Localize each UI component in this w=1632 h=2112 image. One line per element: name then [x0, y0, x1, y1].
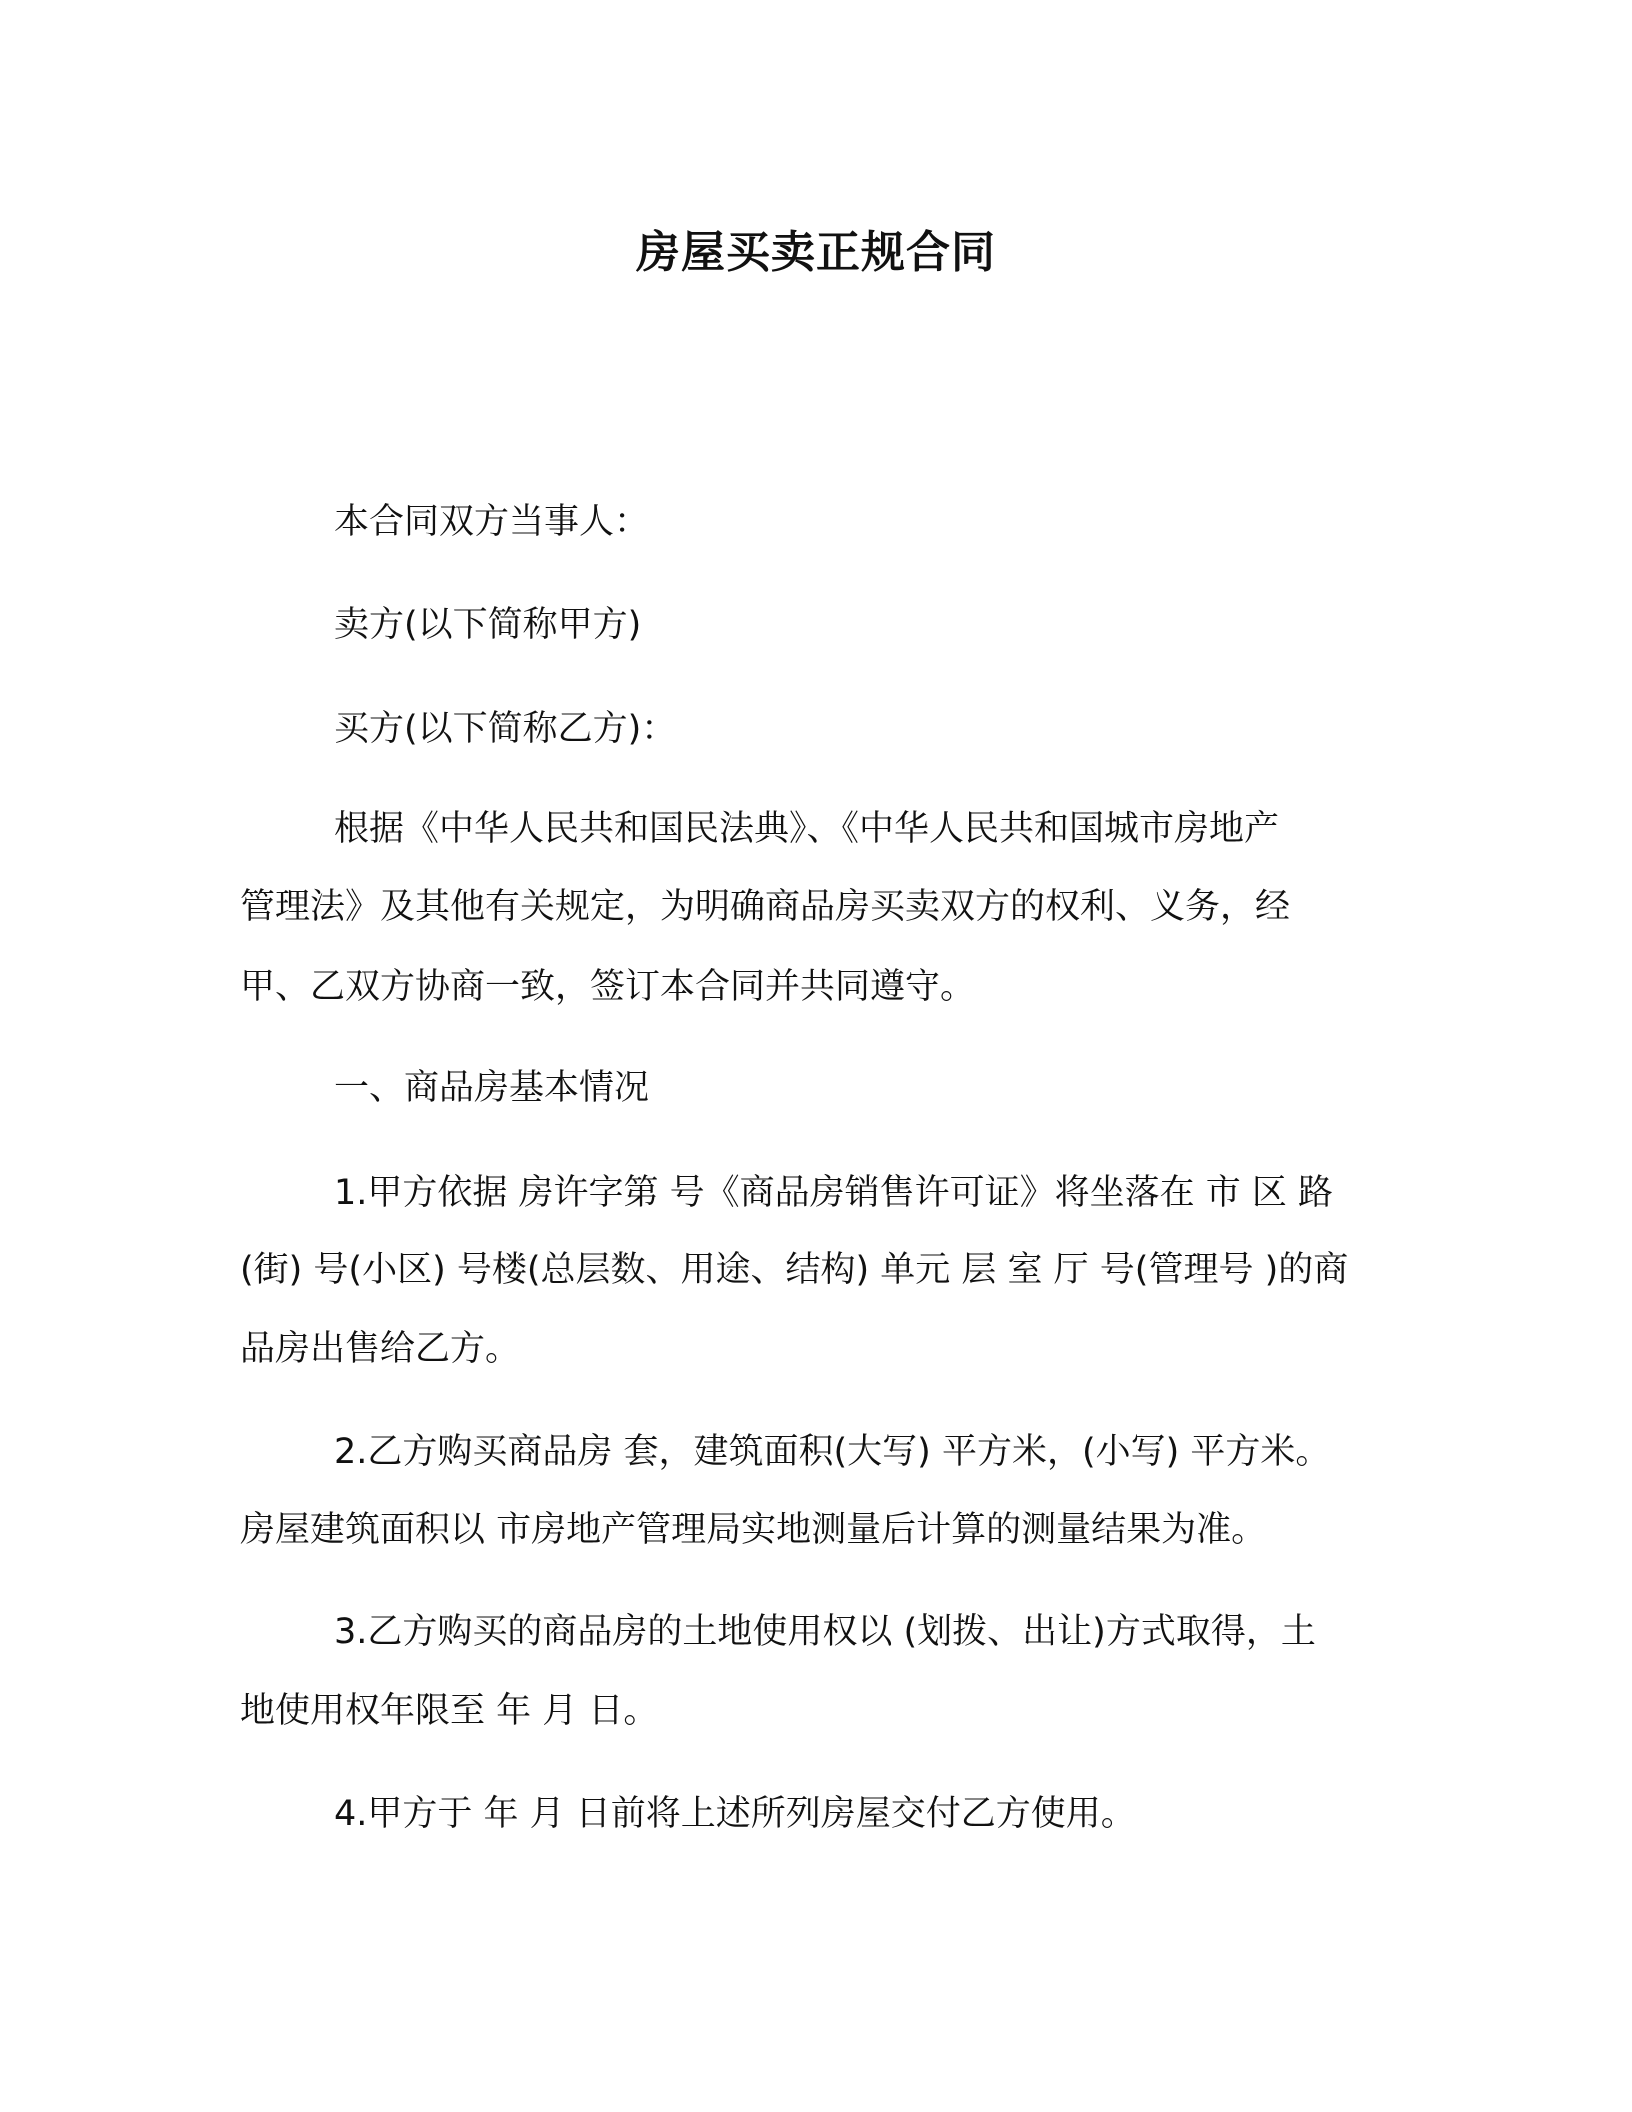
parties-intro: 本合同双方当事人： — [334, 502, 650, 542]
paragraph-line: 管理法》及其他有关规定，为明确商品房买卖双方的权利、义务，经 — [240, 887, 1291, 927]
paragraph-line: 3.乙方购买的商品房的土地使用权以 (划拨、出让)方式取得，土 — [334, 1612, 1316, 1652]
seller-line: 卖方(以下简称甲方) — [334, 605, 642, 645]
paragraph-line: (街) 号(小区) 号楼(总层数、用途、结构) 单元 层 室 厅 号(管理号 )的商 — [240, 1250, 1349, 1290]
buyer-line: 买方(以下简称乙方)： — [334, 709, 677, 749]
paragraph-line: 4.甲方于 年 月 日前将上述所列房屋交付乙方使用。 — [334, 1794, 1136, 1834]
paragraph-line: 1.甲方依据 房许字第 号《商品房销售许可证》将坐落在 市 区 路 — [334, 1173, 1334, 1213]
paragraph-line: 地使用权年限至 年 月 日。 — [240, 1691, 659, 1731]
paragraph-line: 房屋建筑面积以 市房地产管理局实地测量后计算的测量结果为准。 — [240, 1510, 1267, 1550]
paragraph-line: 2.乙方购买商品房 套，建筑面积(大写) 平方米，(小写) 平方米。 — [334, 1432, 1331, 1472]
paragraph-line: 甲、乙双方协商一致，签订本合同并共同遵守。 — [240, 967, 976, 1007]
paragraph-line: 品房出售给乙方。 — [240, 1329, 521, 1369]
document-title: 房屋买卖正规合同 — [636, 227, 996, 278]
section-heading: 一、商品房基本情况 — [334, 1068, 650, 1108]
paragraph-line: 根据《中华人民共和国民法典》、《中华人民共和国城市房地产 — [334, 809, 1280, 849]
